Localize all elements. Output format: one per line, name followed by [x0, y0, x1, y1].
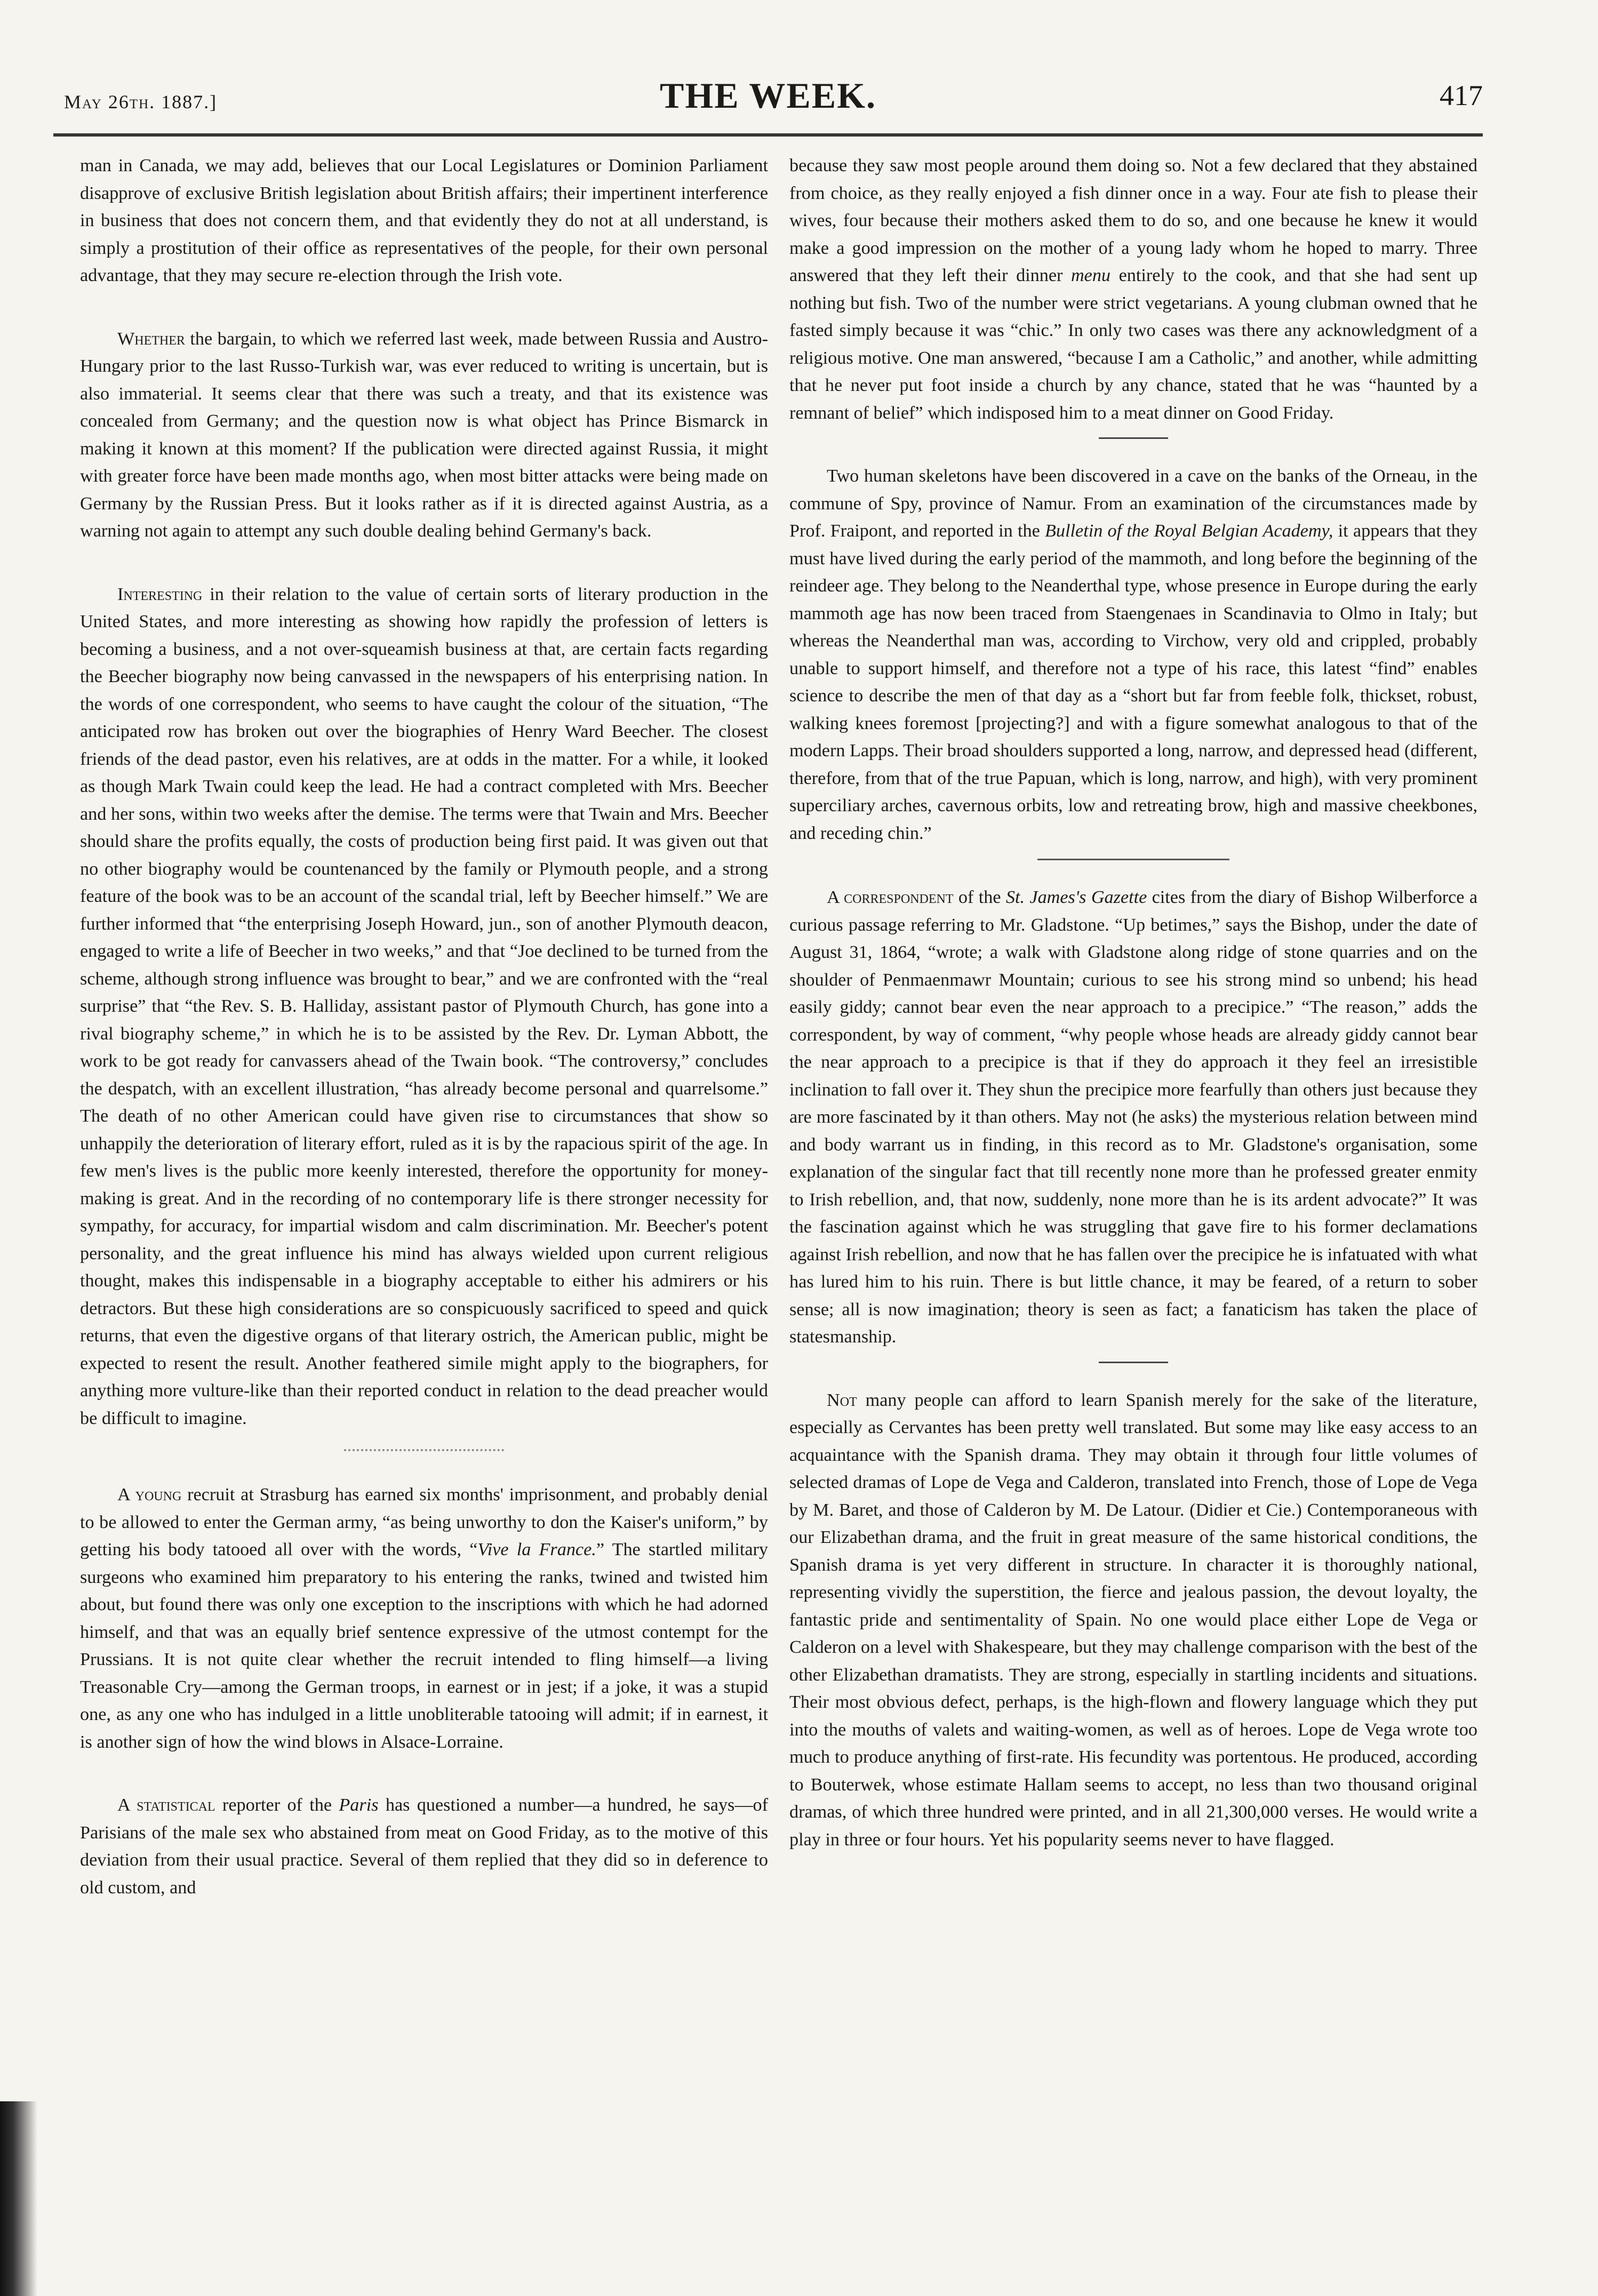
dotted-separator — [344, 1449, 504, 1451]
header-rule — [53, 133, 1483, 137]
paragraph-beecher-biography: Interesting in their relation to the value of certain sorts of literary production in the United States, and more interesting as showing how rapidly the profession of letters is becoming a business, and a not over-squeamish business at that, are certain facts regarding the Beecher biography now being canvassed in the newspapers of his enterprising nation. In the words of one correspondent, who seems to have caught the colour of the situation, “The anticipated row has broken out over the biographies of Henry Ward Beecher. The closest friends of the dead pastor, even his relatives, are at odds in the matter. For a while, it looked as though Mark Twain could keep the lead. He had a contract completed with Mrs. Beecher and her sons, within two weeks after the demise. The terms were that Twain and Mrs. Beecher should share the profits equally, the costs of production being first paid. It was given out that no other biography would be countenanced by the family or Plymouth people, and a strong feature of the book was to be an account of the scandal trial, left by Beecher himself.” We are further informed that “the enterprising Joseph Howard, jun., son of another Plymouth deacon, engaged to write a life of Beecher in two weeks,” and that “Joe declined to be turned from the scheme, although strong influence was brought to bear,” and we are confronted with the “real surprise” that “the Rev. S. B. Halliday, assistant pastor of Plymouth Church, has gone into a rival biography scheme,” in which he is to be assisted by the Rev. Dr. Lyman Abbott, the work to be got ready for canvassers ahead of the Twain book. “The controversy,” concludes the despatch, with an excellent illustration, “has already become personal and quarrelsome.” The death of no other American could have given rise to circumstances that show so unhappily the deterioration of literary effort, ruled as it is by the rapacious spirit of the age. In few men's lives is the public more keenly interested, therefore the opportunity for money-making is great. And in the recording of no contemporary life is there stronger necessity for sympathy, for accuracy, for impartial wisdom and calm discrimination. Mr. Beecher's potent personality, and the great influence his mind has always wielded upon current religious thought, makes this indispensable in a biography acceptable to either his admirers or his detractors. But these high considerations are so conspicuously sacrificed to speed and quick returns, that even the digestive organs of that literary ostrich, the American public, might be expected to resent the result. Another feathered simile might apply to the biographers, for anything more vulture-like than their reported conduct in relation to the dead preacher would be difficult to imagine. — [80, 584, 768, 1428]
right-column — [789, 152, 1477, 1853]
page-header — [53, 69, 1483, 128]
separator — [389, 1766, 459, 1768]
paragraph-spanish-drama: Not many people can afford to learn Spanish merely for the sake of the literature, especially as Cervantes has been pretty well translated. But some may like easy access to an acquaintance with the Spanish drama. They may obtain it through four little volumes of selected dramas of Lope de Vega and Calderon, translated into French, those of Lope de Vega by M. Baret, and those of Calderon by M. De Latour. (Didier et Cie.) Contemporaneous with our Elizabethan drama, and the fruit in great measure of the same historical conditions, the Spanish drama is yet very different in structure. In character it is thoroughly national, representing vividly the superstition, the fierce and jealous passion, the devout loyalty, the fantastic pride and sentimentality of Spain. No one would place either Lope de Vega or Calderon on a level with Shakespeare, but they may challenge comparison with the best of the other Elizabethan dramatists. They are strong, especially in startling incidents and situations. Their most obvious defect, perhaps, is the high-flown and flowery language which they put into the mouths of valets and waiting-women, as well as of heroes. Lope de Vega wrote too much to produce anything of first-rate. His fecundity was portentous. He produced, according to Bouterwek, whose estimate Hallam seems to accept, no less than two thousand original dramas, of which three hundred were printed, and in all 21,300,000 verses. He would write a play in three or four hours. Yet his popularity seems never to have flagged. — [789, 1390, 1477, 1850]
page-number: 417 — [1440, 79, 1483, 111]
paragraph-good-friday: A statistical reporter of the Paris has questioned a number—a hundred, he says—of Parisians of the male sex who abstained from meat on Good Friday, as to the motive of this deviation from their usual practice. Several of them replied that they did so in deference to old custom, and — [80, 1795, 769, 1898]
separator — [1037, 859, 1229, 860]
left-column — [80, 152, 768, 1901]
paragraph-irish-vote: man in Canada, we may add, believes that our Local Legislatures or Dominion Parliament disapprove of exclusive British legislation about British affairs; their impertinent interference in business that does not concern them, and that evidently they do not at all understand, is simply a prostitution of their office as representatives of the people, for their own personal advantage, that they may secure re-election through the Irish vote. — [80, 156, 768, 285]
paragraph-skeletons: Two human skeletons have been discovered in a cave on the banks of the Orneau, in the commune of Spy, province of Namur. From an examination of the circumstances made by Prof. Fraipont, and reported in the Bulletin of the Royal Belgian Academy, it appears that they must have lived during the early period of the mammoth, and long before the beginning of the reindeer age. They belong to the Neanderthal type, whose presence in Europe during the early mammoth age has now been traced from Staengenaes in Scandinavia to Olmo in Italy; but whereas the Neanderthal man was, according to Virchow, very old and crippled, probably unable to support himself, and therefore not a type of his race, this latest “find” enables science to describe the men of that day as a “short but far from feeble folk, thickset, robust, walking knees foremost [projecting?] and with a figure somewhat analogous to that of the modern Lapps. Their broad shoulders supported a long, narrow, and depressed head (different, therefore, from that of the true Papuan, which is long, narrow, and high), with very prominent superciliary arches, cavernous orbits, low and retreating brow, high and massive cheekbones, and receding chin.” — [789, 466, 1477, 843]
issue-date: May 26th. 1887.] — [64, 91, 218, 113]
separator — [1099, 1362, 1168, 1363]
separator — [389, 556, 459, 557]
journal-title: THE WEEK. — [660, 75, 876, 116]
paragraph-strasburg-recruit: A young recruit at Strasburg has earned six months' imprisonment, and probably denial to be allowed to enter the German army, “as being unworthy to don the Kaiser's uniform,” by getting his body tatooed all over with the words, “Vive la France.” The startled military surgeons who examined him preparatory to his entering the ranks, twined and twisted him about, but found there was only one exception to the inscriptions with which he had adorned himself, and that was an equally brief sentence expressive of the utmost contempt for the Prussians. It is not quite clear whether the recruit intended to fling himself—a living Treasonable Cry—among the German troops, in earnest or in jest; if a joke, it was a stupid one, as any one who has indulged in a little unobliterable tatooing will admit; if in earnest, it is another sign of how the wind blows in Alsace-Lorraine. — [80, 1485, 768, 1752]
paragraph-fish-dinner: because they saw most people around them doing so. Not a few declared that they abstained from choice, as they really enjoyed a fish dinner once in a way. Four ate fish to please their wives, four because their mothers asked them to do so, and one because he knew it would make a good impression on the mother of a young lady whom he hoped to marry. Three answered that they left their dinner menu entirely to the cook, and that she had sent up nothing but fish. Two of the number were strict vegetarians. A young clubman owned that he fasted simply because it was “chic.” In only two cases was there any acknowledgment of a religious motive. One man answered, “because I am a Catholic,” and another, while admitting that he never put foot inside a church by any chance, stated that he was “haunted by a remnant of belief” which indisposed him to a meat dinner on Good Friday. — [789, 156, 1477, 423]
binding-shadow — [0, 2101, 37, 2296]
paragraph-gladstone: A correspondent of the St. James's Gazette cites from the diary of Bishop Wilberforce a curious passage referring to Mr. Gladstone. “Up betimes,” says the Bishop, under the date of August 31, 1864, “wrote; a walk with Gladstone along ridge of stone quarries and on the shoulder of Penmaenmawr Mountain; curious to see his strong mind so unbend; his head easily giddy; cannot bear even the near approach to a precipice.” “The reason,” adds the correspondent, by way of comment, “why people whose heads are already giddy cannot bear the near approach to a precipice is that if they do approach it they feel an irresistible inclination to fall over it. They shun the precipice more fearfully than others just because they are more fascinated by it than others. May not (he asks) the mysterious relation between mind and body warrant us in finding, in this record as to Mr. Gladstone's organisation, some explanation of the singular fact that till recently none more than he professed greater enmity to Irish rebellion, and, that now, suddenly, none more than he is its ardent advocate?” It was the fascination against which he was struggling that gave fire to his former declamations against Irish rebellion, and now that he has fallen over the precipice he is infatuated with what has lured him to his ruin. There is but little chance, it may be feared, of a return to sober sense; all is now imagination; theory is seen as fact; a fanaticism has taken the place of statesmanship. — [789, 887, 1477, 1347]
separator — [389, 300, 459, 302]
separator — [1099, 437, 1168, 439]
paragraph-russia-austria: Whether the bargain, to which we referred last week, made between Russia and Austro-Hungary prior to the last Russo-Turkish war, was ever reduced to writing is uncertain, but is also immaterial. It seems clear that there was such a treaty, and that its existence was concealed from Germany; and the question now is what object has Prince Bismarck in making it known at this moment? If the publication were directed against Russia, it might with greater force have been made months ago, when most bitter attacks were being made on Germany by the Russian Press. But it looks rather as if it is directed against Austria, as a warning not again to attempt any such double dealing behind Germany's back. — [80, 329, 768, 541]
